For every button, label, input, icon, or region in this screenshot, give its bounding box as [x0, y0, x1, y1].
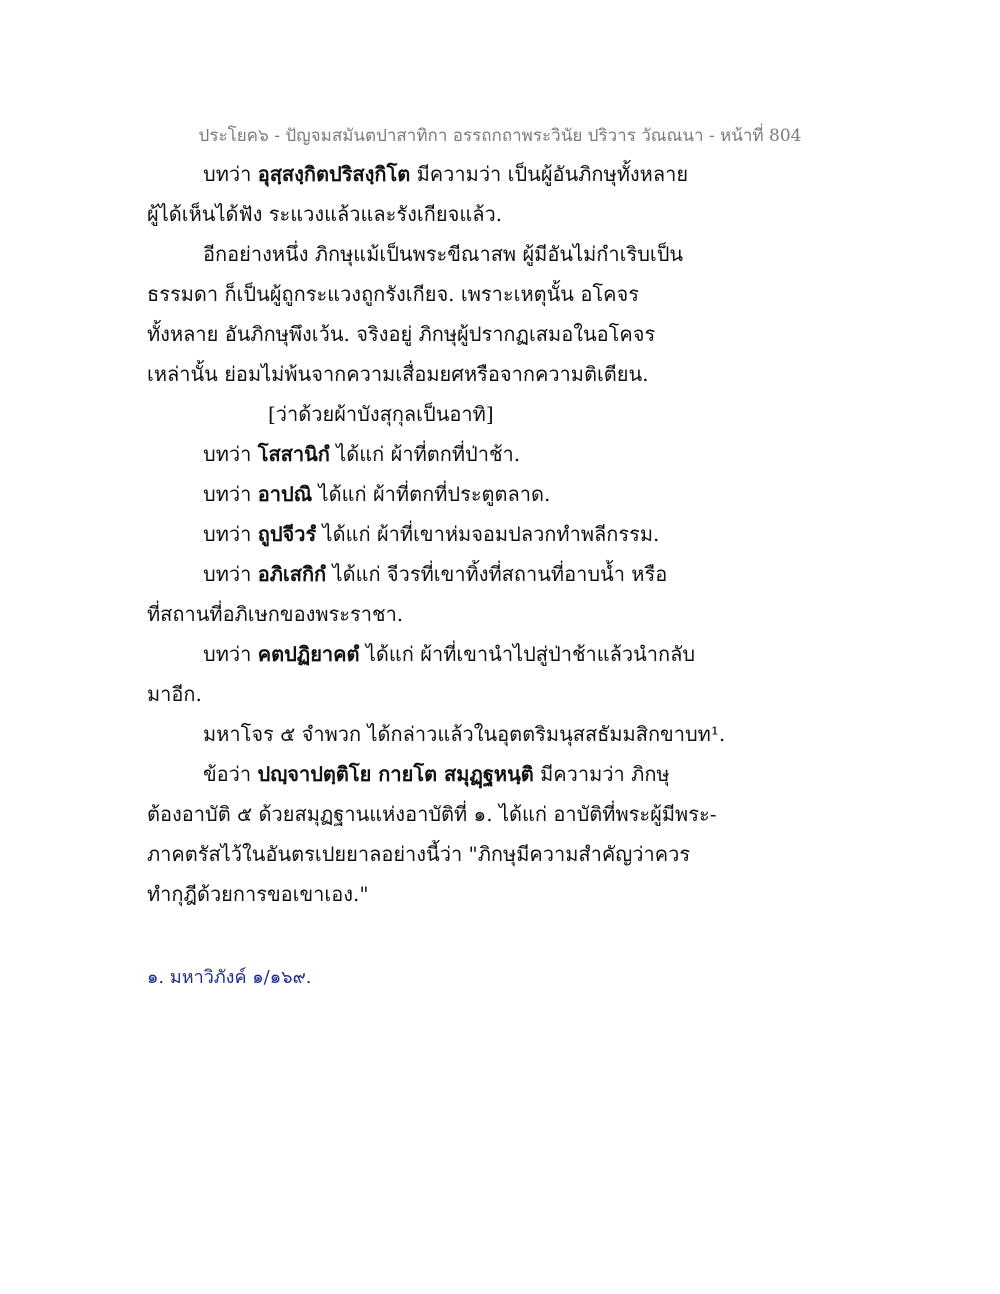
pali-term: คตปฏิยาคตํ: [257, 642, 360, 666]
pali-term: อภิเสกิกํ: [257, 562, 327, 586]
text-line: ที่สถานที่อภิเษกของพระราชา.: [147, 602, 404, 626]
text-line: ทำกุฎีด้วยการขอเขาเอง.": [147, 882, 369, 906]
pali-term: ถูปจีวรํ: [257, 522, 317, 546]
text-line: บทว่า คตปฏิยาคตํ ได้แก่ ผ้าที่เขานำไปสู่ป่าช้าแล้วนำกลับ: [203, 642, 696, 666]
text-line: ข้อว่า ปญฺจาปตฺติโย กายโต สมุฏฺฐหนฺติ มีความว่า ภิกษุ: [203, 762, 670, 786]
text-line: อีกอย่างหนึ่ง ภิกษุแม้เป็นพระขีณาสพ ผู้มีอันไม่กำเริบเป็น: [203, 242, 684, 266]
text-line: บทว่า อาปณิ ได้แก่ ผ้าที่ตกที่ประตูตลาด.: [203, 482, 551, 506]
text-line: มาอีก.: [147, 682, 202, 706]
pali-term: โสสานิกํ: [257, 442, 330, 466]
text-line: บทว่า ถูปจีวรํ ได้แก่ ผ้าที่เขาห่มจอมปลวกทำพลีกรรม.: [203, 522, 660, 546]
page-header: ประโยค๖ - ปัญจมสมันตปาสาทิกา อรรถกถาพระวินัย ปริวาร วัณณนา - หน้าที่ 804: [198, 126, 802, 146]
text-line: ธรรมดา ก็เป็นผู้ถูกระแวงถูกรังเกียจ. เพราะเหตุนั้น อโคจร: [147, 282, 639, 306]
section-heading: [ว่าด้วยผ้าบังสุกุลเป็นอาทิ]: [268, 402, 494, 426]
text-line: บทว่า อภิเสกิกํ ได้แก่ จีวรที่เขาทิ้งที่สถานที่อาบน้ำ หรือ: [203, 562, 668, 586]
pali-term: อุสฺสงฺกิตปริสงฺกิโต: [257, 162, 411, 186]
text-line: ภาคตรัสไว้ในอันตรเปยยาลอย่างนี้ว่า "ภิกษุมีความสำคัญว่าควร: [147, 842, 691, 866]
text-line: บทว่า โสสานิกํ ได้แก่ ผ้าที่ตกที่ป่าช้า.: [203, 442, 521, 466]
pali-term: ปญฺจาปตฺติโย กายโต สมุฏฺฐหนฺติ: [257, 762, 534, 786]
text-line: บทว่า อุสฺสงฺกิตปริสงฺกิโต มีความว่า เป็นผู้อันภิกษุทั้งหลาย: [203, 162, 689, 186]
pali-term: อาปณิ: [257, 482, 313, 506]
text-line: เหล่านั้น ย่อมไม่พ้นจากความเสื่อมยศหรือจากความติเตียน.: [147, 362, 649, 386]
text-line: มหาโจร ๕ จำพวก ได้กล่าวแล้วในอุตตริมนุสสธัมมสิกขาบท¹.: [203, 722, 726, 746]
text-line: ผู้ได้เห็นได้ฟัง ระแวงแล้วและรังเกียจแล้ว.: [147, 202, 503, 226]
footnote: ๑. มหาวิภังค์ ๑/๑๖๙.: [147, 967, 312, 988]
text-line: ทั้งหลาย อันภิกษุพึงเว้น. จริงอยู่ ภิกษุผู้ปรากฏเสมอในอโคจร: [147, 322, 656, 346]
text-line: ต้องอาบัติ ๕ ด้วยสมุฏฐานแห่งอาบัติที่ ๑. ได้แก่ อาบัติที่พระผู้มีพระ-: [147, 802, 717, 826]
